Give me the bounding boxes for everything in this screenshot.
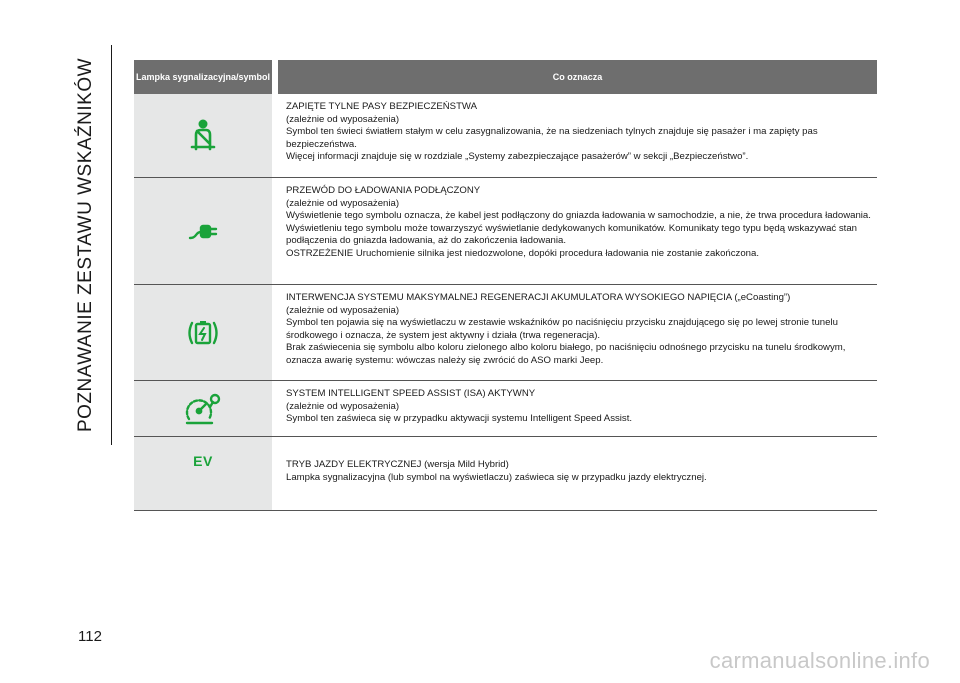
table-row xyxy=(134,285,877,381)
ecoasting-battery-icon xyxy=(134,285,278,380)
row-description xyxy=(278,285,877,380)
table-row xyxy=(134,178,877,285)
row-text: Symbol ten pojawia się na wyświetlaczu w zestawie wskaźników po naciśnięciu przycisku znajdującego się po lewej stronie tunelu środkowego i oznacza, że system jest aktywny i działa (trwa regeneracja). xyxy=(286,317,838,341)
row-title: PRZEWÓD DO ŁADOWANIA PODŁĄCZONY xyxy=(286,185,481,196)
page-number: 112 xyxy=(78,628,102,645)
side-title-rule xyxy=(111,45,112,445)
row-text: Symbol ten zaświeca się w przypadku aktywacji systemu Intelligent Speed Assist. xyxy=(286,413,633,424)
row-description xyxy=(278,381,877,436)
row-description xyxy=(278,437,877,510)
row-text: OSTRZEŻENIE Uruchomienie silnika jest niedozwolone, dopóki procedura ładowania nie zostanie zakończona. xyxy=(286,247,760,259)
ev-mode-label: EV xyxy=(193,453,213,469)
row-title: ZAPIĘTE TYLNE PASY BEZPIECZEŃSTWA xyxy=(286,101,478,112)
charging-plug-icon xyxy=(134,178,278,284)
row-text: Symbol ten świeci światłem stałym w celu zasygnalizowania, że na siedzeniach tylnych znajduje się pasażer i ma zapięty pas bezpieczeństwa. xyxy=(286,126,818,150)
row-text: Wyświetleniu tego symbolu może towarzyszyć wyświetlanie dedykowanych komunikatów. Komunikaty tego typu będą wskazywać stan podłączenia do gniazda ładowania, aż do zakończenia ładowania. xyxy=(286,222,858,246)
table-row xyxy=(134,437,877,511)
row-text: Więcej informacji znajduje się w rozdziale „Systemy zabezpieczające pasażerów” w sekcji „Bezpieczeństwo”. xyxy=(286,151,749,162)
ev-mode-icon xyxy=(134,437,278,510)
header-symbol-column: Lampka sygnalizacyjna/symbol xyxy=(134,60,278,94)
header-meaning-column: Co oznacza xyxy=(278,60,877,94)
table-row xyxy=(134,94,877,178)
seatbelt-icon xyxy=(134,94,278,177)
table-row xyxy=(134,381,877,437)
row-text: Brak zaświecenia się symbolu albo koloru zielonego albo koloru białego, po naciśnięciu odnośnego przycisku na tunelu środkowym, oznacza awarię systemu: wówczas należy się zwrócić do ASO marki Jeep. xyxy=(286,342,846,366)
row-text: (zależnie od wyposażenia) xyxy=(286,304,400,316)
row-description xyxy=(278,178,877,284)
row-text: Lampka sygnalizacyjna (lub symbol na wyświetlaczu) zaświeca się w przypadku jazdy elektrycznej. xyxy=(286,471,707,483)
table-header xyxy=(134,60,877,94)
speed-assist-icon xyxy=(134,381,278,436)
section-side-title: POZNAWANIE ZESTAWU WSKAŹNIKÓW xyxy=(75,57,96,433)
watermark: carmanualsonline.info xyxy=(709,648,930,673)
row-title: SYSTEM INTELLIGENT SPEED ASSIST (ISA) AKTYWNY xyxy=(286,388,536,399)
row-title: INTERWENCJA SYSTEMU MAKSYMALNEJ REGENERACJI AKUMULATORA WYSOKIEGO NAPIĘCIA („eCoasting”) xyxy=(286,292,791,303)
row-text: Wyświetlenie tego symbolu oznacza, że kabel jest podłączony do gniazda ładowania w samochodzie, a nie, że trwa procedura ładowania. xyxy=(286,210,871,221)
row-description xyxy=(278,94,877,177)
indicator-table xyxy=(134,60,877,511)
row-text: (zależnie od wyposażenia) xyxy=(286,113,400,125)
row-text: (zależnie od wyposażenia) xyxy=(286,400,400,412)
row-title: TRYB JAZDY ELEKTRYCZNEJ (wersja Mild Hybrid) xyxy=(286,459,509,470)
row-text: (zależnie od wyposażenia) xyxy=(286,197,400,209)
